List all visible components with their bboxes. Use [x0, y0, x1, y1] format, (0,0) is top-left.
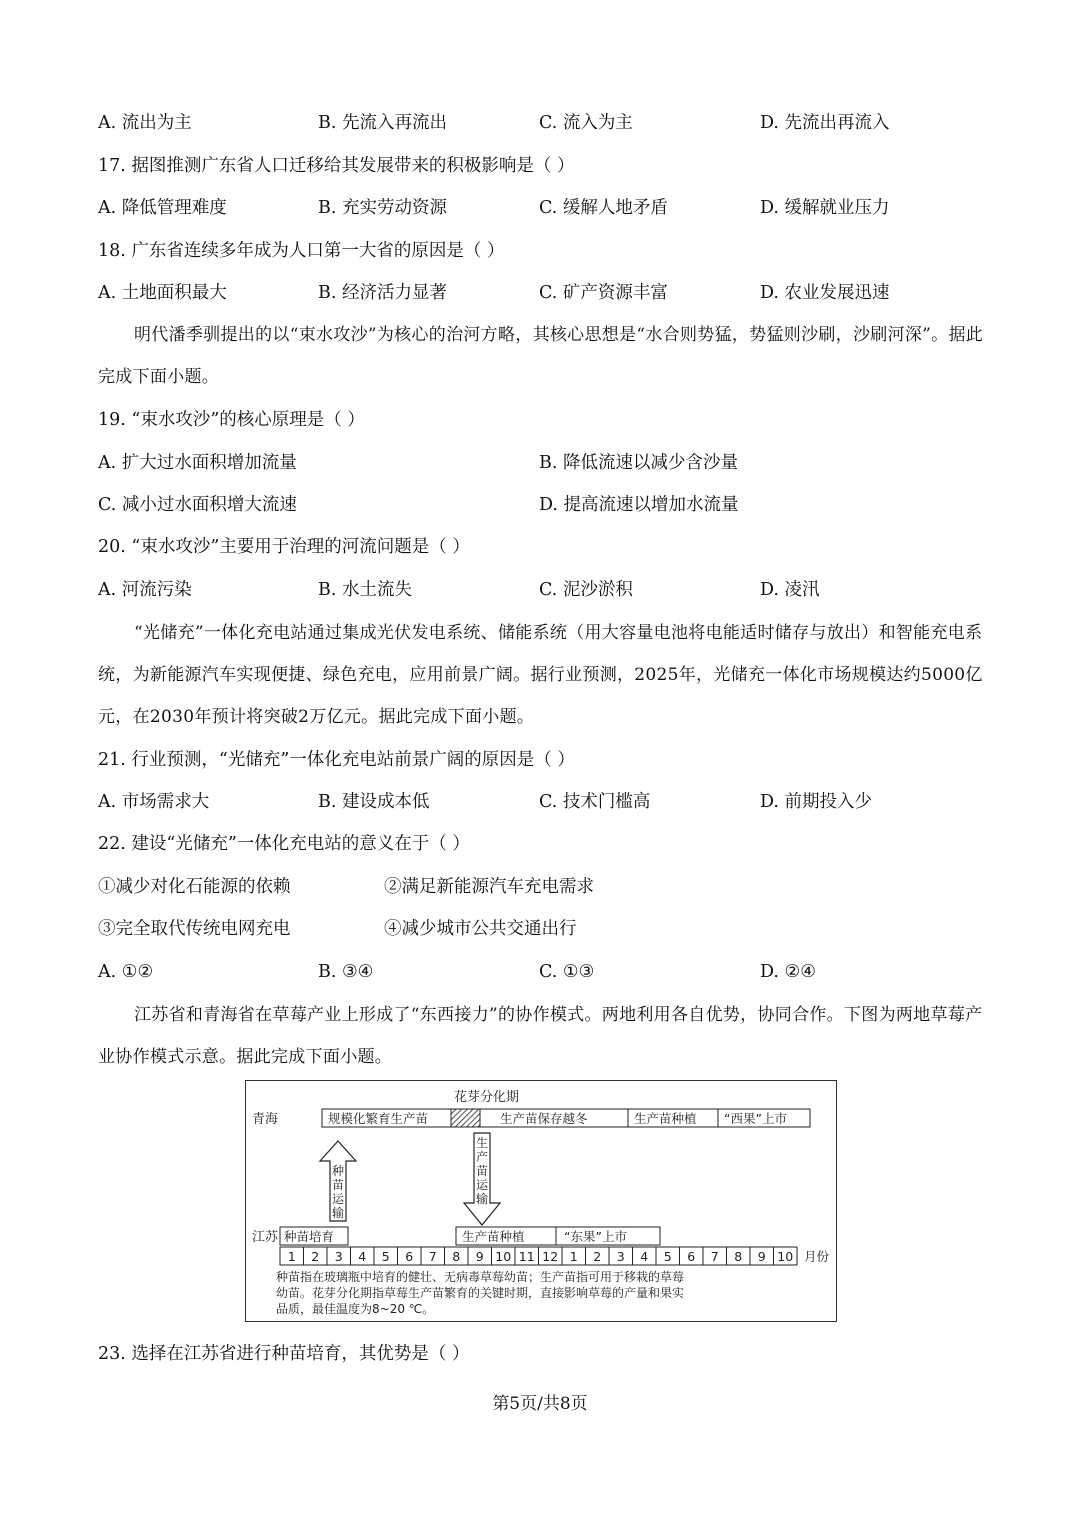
month-label: 7	[710, 1249, 719, 1264]
option-b: B. 充实劳动资源	[318, 198, 447, 218]
option-c: C. ①③	[539, 962, 595, 982]
q22-statements-row2	[98, 917, 988, 941]
qh-stage-2: 生产苗保存越冬	[500, 1111, 588, 1126]
statement-3: ③完全取代传统电网充电	[98, 919, 291, 939]
flower-period-hatch	[451, 1109, 480, 1127]
option-c: C. 技术门槛高	[539, 792, 651, 812]
flower-period-label: 花芽分化期	[454, 1090, 520, 1105]
option-b: B. ③④	[318, 962, 374, 982]
arrow-down-char-3: 苗	[476, 1164, 489, 1178]
month-label: 3	[616, 1249, 625, 1264]
month-label: 3	[334, 1249, 343, 1264]
passage-guangchuchong: “光储充”一体化充电站通过集成光伏发电系统、储能系统（用大容量电池将电能适时储存与放出）和智能充电系统，为新能源汽车实现便捷、绿色充电，应用前景广阔。据行业预测，2025年，光储充一体化市场规模达约5000亿元，在2030年预计将突破2万亿元。据此完成下面小题。	[98, 623, 983, 727]
option-d: D. 凌汛	[760, 580, 820, 600]
option-a: A. ①②	[98, 962, 154, 982]
option-a: A. 降低管理难度	[98, 198, 227, 218]
qh-stage-3: 生产苗种植	[634, 1111, 697, 1126]
qh-stage-4: “西果”上市	[724, 1111, 787, 1126]
month-label: 5	[381, 1249, 390, 1264]
statement-2: ②满足新能源汽车充电需求	[384, 877, 594, 897]
option-a: A. 扩大过水面积增加流量	[98, 453, 297, 473]
page-footer: 第5页/共8页	[492, 1394, 588, 1414]
q18-stem: 18. 广东省连续多年成为人口第一大省的原因是（ ）	[98, 241, 505, 261]
month-label: 10	[495, 1249, 512, 1264]
js-stage-1: 种苗培育	[284, 1229, 335, 1244]
arrow-up-char-1: 种	[332, 1164, 345, 1178]
q17-options	[98, 196, 988, 220]
q19-options-row1	[98, 451, 988, 475]
option-b: B. 建设成本低	[318, 792, 430, 812]
q18-options	[98, 281, 988, 305]
q22-options	[98, 960, 988, 984]
month-label: 11	[518, 1249, 535, 1264]
qh-stage-1: 规模化繁育生产苗	[328, 1111, 429, 1126]
arrow-up-char-4: 输	[332, 1206, 345, 1220]
q17-stem: 17. 据图推测广东省人口迁移给其发展带来的积极影响是（ ）	[98, 156, 575, 176]
js-stage-3: “东果”上市	[564, 1229, 627, 1244]
passage-strawberry: 江苏省和青海省在草莓产业上形成了“东西接力”的协作模式。两地利用各自优势，协同合作。下图为两地草莓产业协作模式示意。据此完成下面小题。	[98, 1005, 983, 1067]
option-d: D. 农业发展迅速	[760, 283, 890, 303]
month-label: 9	[475, 1249, 484, 1264]
q19-stem: 19. “束水攻沙”的核心原理是（ ）	[98, 410, 365, 430]
option-b: B. 降低流速以减少含沙量	[539, 453, 738, 473]
arrow-down-char-1: 生	[476, 1136, 489, 1150]
month-label: 6	[687, 1249, 696, 1264]
jiangsu-label: 江苏	[252, 1230, 279, 1245]
strawberry-cooperation-diagram	[245, 1080, 837, 1322]
option-c: C. 流入为主	[539, 113, 633, 133]
option-c: C. 减小过水面积增大流速	[98, 495, 297, 515]
arrow-down-char-2: 产	[476, 1150, 489, 1164]
arrow-up-char-2: 苗	[332, 1178, 345, 1192]
note-line-2: 幼苗。花芽分化期指草莓生产苗繁育的关键时期，直接影响草莓的产量和果实	[276, 1286, 685, 1300]
month-label: 12	[542, 1249, 559, 1264]
q16-options	[98, 111, 988, 135]
passage-shushui: 明代潘季驯提出的以“束水攻沙”为核心的治河方略，其核心思想是“水合则势猛，势猛则沙刷，沙刷河深”。据此完成下面小题。	[98, 325, 984, 387]
option-b: B. 先流入再流出	[318, 113, 447, 133]
month-label: 1	[569, 1249, 578, 1264]
option-c: C. 泥沙淤积	[539, 580, 633, 600]
option-d: D. ②④	[760, 962, 816, 982]
note-line-1: 种苗指在玻璃瓶中培育的健壮、无病毒草莓幼苗；生产苗指可用于移栽的草莓	[276, 1270, 685, 1284]
diagram-svg	[246, 1081, 836, 1321]
q21-options	[98, 790, 988, 814]
arrow-down-char-5: 输	[476, 1192, 489, 1206]
option-d: D. 前期投入少	[760, 792, 873, 812]
option-d: D. 先流出再流入	[760, 113, 890, 133]
month-label: 1	[287, 1249, 296, 1264]
q19-options-row2	[98, 493, 988, 517]
month-label: 8	[452, 1249, 461, 1264]
statement-4: ④减少城市公共交通出行	[384, 919, 577, 939]
option-a: A. 土地面积最大	[98, 283, 227, 303]
month-unit: 月份	[804, 1249, 830, 1264]
option-a: A. 流出为主	[98, 113, 192, 133]
month-label: 9	[757, 1249, 766, 1264]
month-label: 2	[311, 1249, 320, 1264]
option-d: D. 缓解就业压力	[760, 198, 890, 218]
option-b: B. 经济活力显著	[318, 283, 447, 303]
month-label: 7	[428, 1249, 437, 1264]
option-b: B. 水土流失	[318, 580, 412, 600]
q21-stem: 21. 行业预测，“光储充”一体化充电站前景广阔的原因是（ ）	[98, 750, 575, 770]
month-label: 10	[777, 1249, 794, 1264]
note-line-3: 品质，最佳温度为8~20 ℃。	[276, 1302, 435, 1316]
month-label: 6	[405, 1249, 414, 1264]
q20-stem: 20. “束水攻沙”主要用于治理的河流问题是（ ）	[98, 537, 470, 557]
arrow-down-char-4: 运	[476, 1178, 489, 1192]
q22-statements-row1	[98, 875, 988, 899]
option-c: C. 缓解人地矛盾	[539, 198, 668, 218]
month-label: 4	[358, 1249, 367, 1264]
option-d: D. 提高流速以增加水流量	[539, 495, 739, 515]
js-stage-2: 生产苗种植	[462, 1229, 525, 1244]
qinghai-label: 青海	[252, 1112, 279, 1127]
option-a: A. 河流污染	[98, 580, 192, 600]
month-label: 5	[663, 1249, 672, 1264]
option-c: C. 矿产资源丰富	[539, 283, 668, 303]
q23-stem: 23. 选择在江苏省进行种苗培育，其优势是（ ）	[98, 1344, 470, 1364]
month-label: 2	[593, 1249, 602, 1264]
month-label: 4	[640, 1249, 649, 1264]
month-label: 8	[734, 1249, 743, 1264]
option-a: A. 市场需求大	[98, 792, 210, 812]
statement-1: ①减少对化石能源的依赖	[98, 877, 291, 897]
q20-options	[98, 578, 988, 602]
q22-stem: 22. 建设“光储充”一体化充电站的意义在于（ ）	[98, 834, 470, 854]
arrow-up-char-3: 运	[332, 1192, 345, 1206]
month-axis	[280, 1247, 797, 1265]
